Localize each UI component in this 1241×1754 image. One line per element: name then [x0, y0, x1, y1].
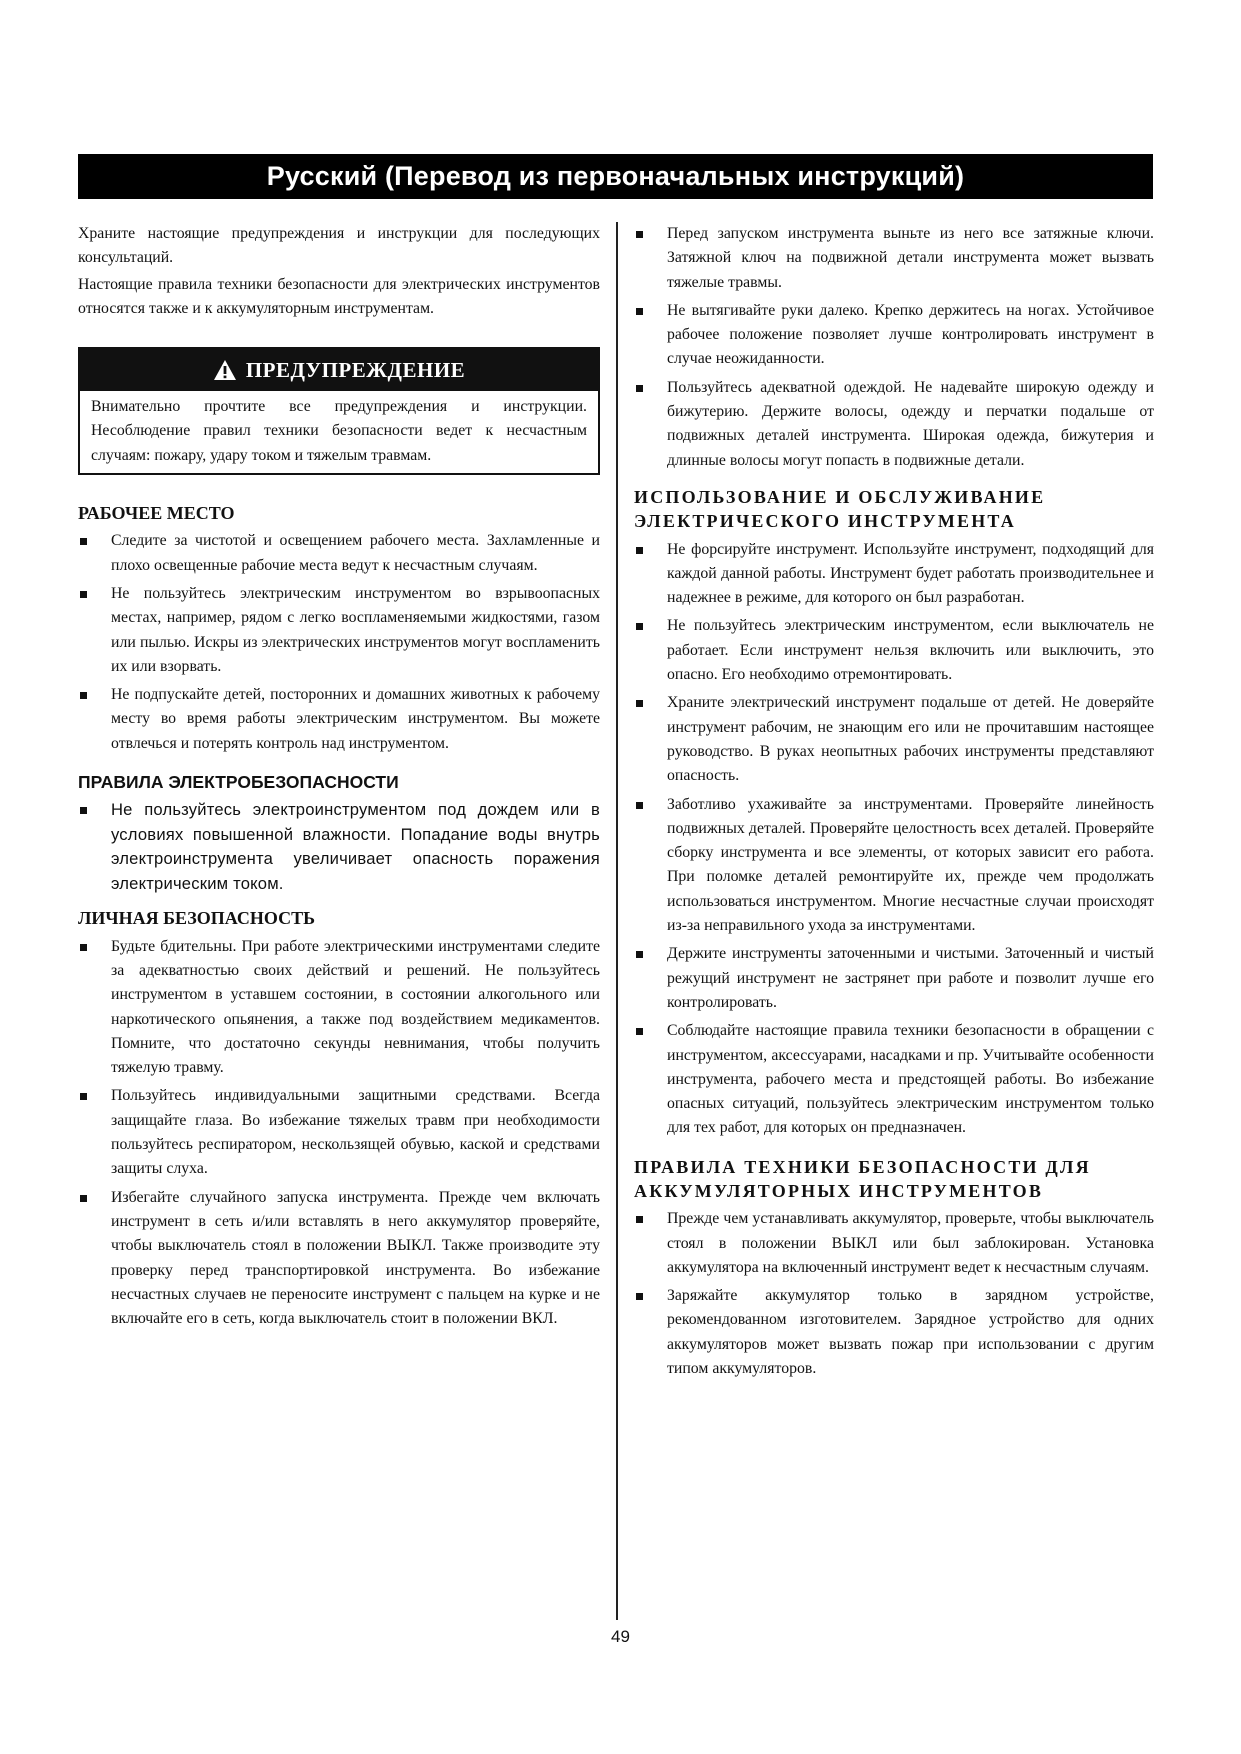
bullet-icon	[636, 308, 643, 315]
list-item: Избегайте случайного запуска инструмента. Прежде чем включать инструмент в сеть и/или вставлять в него аккумулятор проверяйте, чтобы выключатель стоял в положении ВЫКЛ. Также производите эту проверку перед транспортировкой инструмента. Во избежание несчастных случаев не переносите инструмент с пальцем на курке и не включайте его в сеть, когда выключатель стоит в положении ВКЛ.	[78, 1186, 600, 1332]
list-item: Перед запуском инструмента выньте из него все затяжные ключи. Затяжной ключ на подвижной детали инструмента может вызвать тяжелые травмы.	[634, 222, 1154, 295]
bullet-icon	[80, 944, 87, 951]
list-item: Будьте бдительны. При работе электрическими инструментами следите за адекватностью своих действий и решений. Не пользуйтесь инструментом в уставшем состоянии, в состоянии алкогольного или наркотического опьянения, а также под воздействием медикаментов. Помните, что достаточно секунды невнимания, чтобы получить тяжелую травму.	[78, 935, 600, 1081]
bullet-icon	[80, 1195, 87, 1202]
section-battery-tools	[634, 1155, 1154, 1382]
list-item: Храните электрический инструмент подальше от детей. Не доверяйте инструмент рабочим, не знающим его или не прочитавшим настоящее руководство. В руках неопытных рабочих инструменты представляют опасность.	[634, 691, 1154, 788]
section-title: ПРАВИЛА ЭЛЕКТРОБЕЗОПАСНОСТИ	[78, 772, 399, 793]
warning-text: Внимательно прочтите все предупреждения и инструкции. Несоблюдение правил техники безопасности ведет к несчастным случаям: пожару, удару током и тяжелым травмам.	[91, 398, 587, 464]
warning-header	[80, 349, 598, 391]
list-item: Прежде чем устанавливать аккумулятор, проверьте, чтобы выключатель стоял в положении ВЫКЛ или был заблокирован. Установка аккумулятора на включенный инструмент ведет к несчастным случаям.	[634, 1207, 1154, 1280]
list-item: Следите за чистотой и освещением рабочего места. Захламленные и плохо освещенные рабочие места ведут к несчастным случаям.	[78, 529, 600, 578]
section-title: ЛИЧНАЯ БЕЗОПАСНОСТЬ	[78, 908, 315, 929]
right-column	[634, 222, 1154, 1385]
intro-paragraph: Настоящие правила техники безопасности для электрических инструментов относятся также и к аккумуляторным инструментам.	[78, 275, 600, 317]
bullet-icon	[636, 1028, 643, 1035]
list-item: Пользуйтесь индивидуальными защитными средствами. Всегда защищайте глаза. Во избежание тяжелых травм при необходимости пользуйтесь респиратором, нескользящей обувью, каской и средствами защиты слуха.	[78, 1084, 600, 1181]
bullet-icon	[80, 692, 87, 699]
list-item: Держите инструменты заточенными и чистыми. Заточенный и чистый режущий инструмент не застрянет при работе и позволит лучше его контролировать.	[634, 942, 1154, 1015]
warning-triangle-icon	[213, 359, 237, 381]
bullet-icon	[636, 951, 643, 958]
warning-box	[78, 347, 600, 475]
bullet-icon	[636, 231, 643, 238]
bullet-icon	[636, 547, 643, 554]
column-divider	[616, 222, 618, 1620]
list-item: Заботливо ухаживайте за инструментами. Проверяйте линейность подвижных деталей. Проверяйте целостность всех деталей. Проверяйте сборку инструмента и все элементы, от которых зависит его работа. При поломке деталей ремонтируйте их, прежде чем продолжать использоваться инструментом. Многие несчастные случаи происходят из-за неправильного ухода за инструментами.	[634, 793, 1154, 939]
list-item: Соблюдайте настоящие правила техники безопасности в обращении с инструментом, аксессуарами, насадками и пр. Учитывайте особенности инструмента, рабочего места и предстоящей работы. Во избежание опасных ситуаций, пользуйтесь электрическим инструментом только для тех работ, для которых он предназначен.	[634, 1019, 1154, 1140]
section-title: РАБОЧЕЕ МЕСТО	[78, 503, 235, 524]
bullet-icon	[636, 623, 643, 630]
personal-safety-continued	[634, 222, 1154, 473]
intro-paragraph: Храните настоящие предупреждения и инструкции для последующих консультаций.	[78, 225, 600, 267]
page-title: Русский (Перевод из первоначальных инструкций)	[78, 154, 1153, 199]
left-column	[78, 222, 600, 1335]
bullet-icon	[80, 538, 87, 545]
list-item: Не подпускайте детей, посторонних и домашних животных к рабочему месту во время работы электрическим инструментом. Вы можете отвлечься и потерять контроль над инструментом.	[78, 683, 600, 756]
bullet-icon	[80, 591, 87, 598]
list-item: Не пользуйтесь электрическим инструментом во взрывоопасных местах, например, рядом с легко воспламеняемыми жидкостями, газом или пылью. Искры из электрических инструментов могут воспламенить их или взорвать.	[78, 582, 600, 679]
section-personal-safety	[78, 906, 600, 1331]
bullet-icon	[80, 1093, 87, 1100]
bullet-icon	[636, 802, 643, 809]
bullet-icon	[636, 385, 643, 392]
section-electrical-safety	[78, 770, 600, 896]
bullet-icon	[636, 1216, 643, 1223]
bullet-icon	[636, 1293, 643, 1300]
bullet-icon	[636, 700, 643, 707]
section-title: ИСПОЛЬЗОВАНИЕ И ОБСЛУЖИВАНИЕ ЭЛЕКТРИЧЕСКОГО ИНСТРУМЕНТА	[634, 486, 1046, 532]
list-item: Не вытягивайте руки далеко. Крепко держитесь на ногах. Устойчивое рабочее положение позволяет лучше контролировать инструмент в случае неожиданности.	[634, 299, 1154, 372]
list-item: Заряжайте аккумулятор только в зарядном устройстве, рекомендованном изготовителем. Зарядное устройство для одних аккумуляторов может вызвать пожар при использовании с другим типом аккумуляторов.	[634, 1284, 1154, 1381]
section-tool-use-care	[634, 485, 1154, 1141]
list-item: Пользуйтесь адекватной одеждой. Не надевайте широкую одежду и бижутерию. Держите волосы, одежду и перчатки подальше от подвижных деталей инструмента. Широкая одежда, бижутерия и длинные волосы могут попасть в подвижные детали.	[634, 376, 1154, 473]
list-item: Не форсируйте инструмент. Используйте инструмент, подходящий для каждой данной работы. Инструмент будет работать производительнее и надежнее в режиме, для которого он был разработан.	[634, 538, 1154, 611]
list-item: Не пользуйтесь электроинструментом под дождем или в условиях повышенной влажности. Попадание воды внутрь электроинструмента увеличивает опасность поражения электрическим током.	[78, 798, 600, 896]
page-number: 49	[611, 1627, 630, 1646]
section-workplace	[78, 501, 600, 756]
bullet-icon	[80, 807, 87, 814]
warning-title: ПРЕДУПРЕЖДЕНИЕ	[245, 358, 466, 383]
list-item: Не пользуйтесь электрическим инструментом, если выключатель не работает. Если инструмент нельзя включить или выключить, это опасно. Его необходимо отремонтировать.	[634, 614, 1154, 687]
section-title: ПРАВИЛА ТЕХНИКИ БЕЗОПАСНОСТИ ДЛЯ АККУМУЛЯТОРНЫХ ИНСТРУМЕНТОВ	[634, 1156, 1091, 1201]
